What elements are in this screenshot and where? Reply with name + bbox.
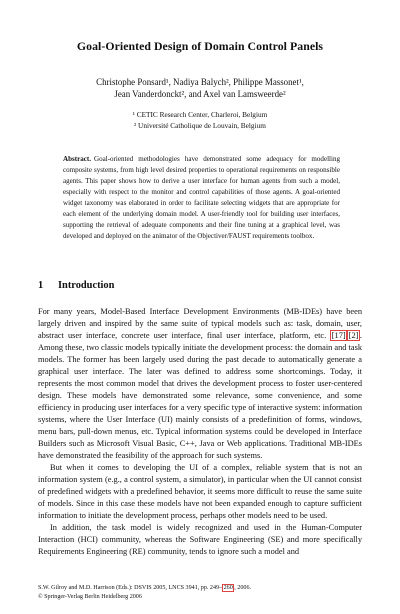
body-text <box>38 306 362 558</box>
citation-link[interactable]: [2] <box>348 330 359 340</box>
citation-link[interactable]: [17] <box>331 330 346 340</box>
abstract <box>63 154 340 242</box>
affiliation: ¹ CETIC Research Center, Charleroi, Belgium <box>132 110 268 119</box>
author-line: Christophe Ponsard¹, Nadiya Balych², Philippe Massonet¹, <box>96 77 304 87</box>
author-line: Jean Vanderdonckt², and Axel van Lamsweerde² <box>114 89 286 99</box>
page-footer <box>38 584 362 601</box>
paragraph: But when it comes to developing the UI of a complex, reliable system that is not an information system (e.g., a control system, a simulator), in particular when the UI cannot consist of predefined widgets with a predefined behavior, it seems more difficult to reuse the same suite of models. Since in this case these models have not been expanded enough to capture sufficient information to initiate the development process, perhaps other models need to be used. <box>38 462 362 520</box>
paragraph-text: . Among these, two classic models typically initiate the development process: the domain and task models. The former has been largely used during the past decade to automatically generate a graphical user interface. The later was defined to address some shortcomings. Today, it represents the most common model that drives the development process to foster user-centered design. These models have demonstrated some relevance, some convenience, and some efficiency in producing user interfaces for a very specific type of interactive system: information systems, where the User Interface (UI) mainly consists of a predefinition of forms, windows, menu bars, pull-down menus, etc. Typical information systems could be developed in Interface Builders such as Microsoft Visual Basic, C++, Java or Web applications. Traditional MB-IDEs have demonstrated the feasibility of the approach for such systems. <box>38 330 362 460</box>
footer-text: S.W. Gilroy and M.D. Harrison (Eds.): DSVIS 2005, LNCS 3941, pp. 249– <box>38 585 223 591</box>
affiliation-list <box>0 109 400 131</box>
footer-text: , 2006. <box>234 585 252 591</box>
section-heading <box>38 280 114 291</box>
section-number: 1 <box>38 280 44 291</box>
section-title: Introduction <box>58 280 115 291</box>
abstract-text: Goal-oriented methodologies have demonstrated some adequacy for modelling composite systems, from high level desired properties to operational requirements on responsible agents. This paper shows how to derive a user interface for human agents from such a model, especially with respect to the monitor and control capabilities of those agents. A goal-oriented widget taxonomy was elaborated in order to facilitate selecting widgets that are appropriate for each element of the underlying domain model. A user-friendly tool for building user interfaces, supporting the retrieval of adequate components and their fine tuning at a graphical level, was developed and deployed on the animator of the Objectiver/FAUST requirements toolbox. <box>63 155 340 240</box>
footer-citation <box>38 584 362 593</box>
page-range-link[interactable]: 260 <box>223 585 233 591</box>
abstract-label: Abstract. <box>63 155 91 163</box>
author-list <box>60 76 340 100</box>
copyright-line: © Springer-Verlag Berlin Heidelberg 2006 <box>38 593 142 600</box>
affiliation: ² Université Catholique de Louvain, Belgium <box>134 121 266 130</box>
paragraph <box>38 306 362 462</box>
paper-title: Goal-Oriented Design of Domain Control Panels <box>76 39 324 53</box>
paragraph: In addition, the task model is widely recognized and used in the Human-Computer Interaction (HCI) community, whereas the Software Engineering (SE) and more specifically Requirements Engineering (RE) community, tends to ignore such a model and <box>38 522 362 556</box>
paragraph-text: For many years, Model-Based Interface Development Environments (MB-IDEs) have been largely driven and inspired by the same suite of typical models such as: task, domain, user, abstract user interface, concrete user interface, final user interface, platform, etc. <box>38 307 362 340</box>
